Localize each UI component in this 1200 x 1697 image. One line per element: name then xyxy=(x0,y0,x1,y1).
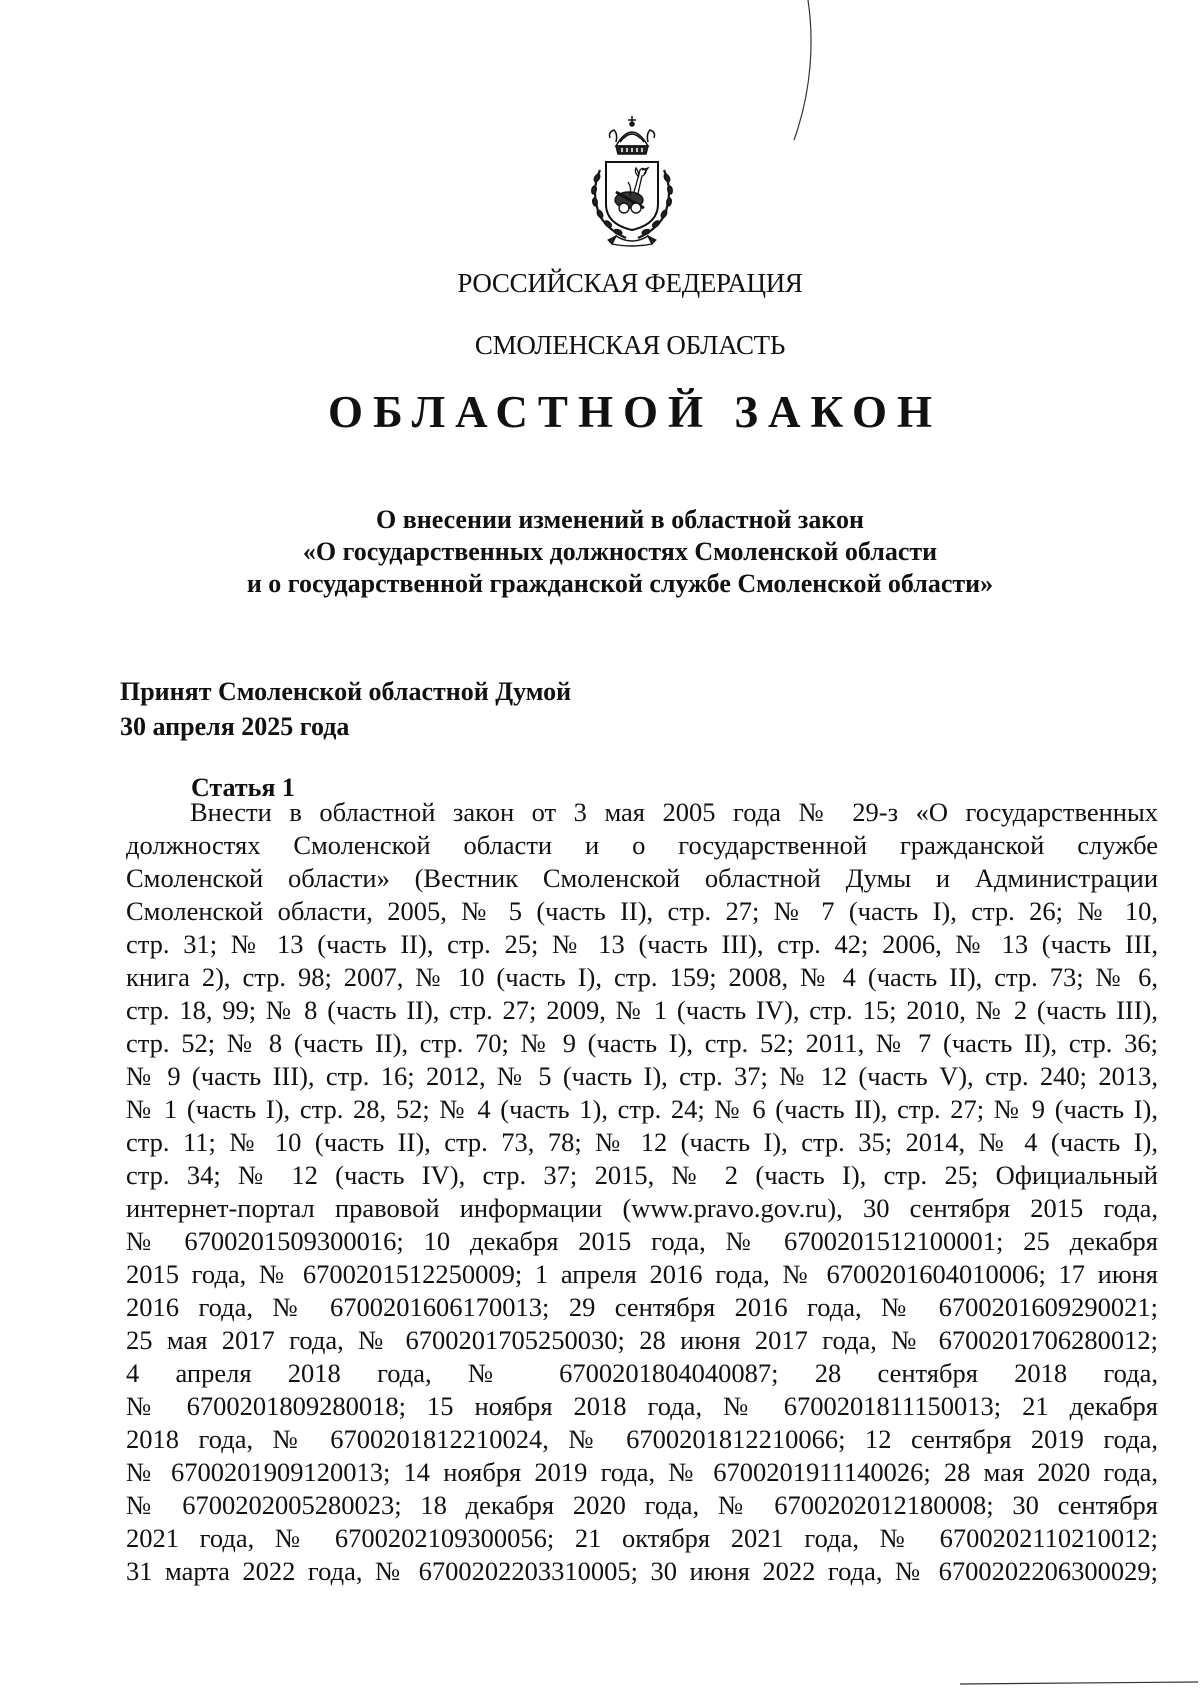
region-heading: СМОЛЕНСКАЯ ОБЛАСТЬ xyxy=(474,330,786,360)
subject-line: и о государственной гражданской службе Смоленской области» xyxy=(246,569,994,598)
article-line: Смоленской области, 2005, № 5 (часть II), стр. 27; № 7 (часть I), стр. 26; № 10, xyxy=(126,896,1158,926)
federation-heading: РОССИЙСКАЯ ФЕДЕРАЦИЯ xyxy=(457,268,803,298)
article-line: 2015 года, № 6700201512250009; 1 апреля 2016 года, № 6700201604010006; 17 июня xyxy=(126,1259,1158,1289)
adoption-date: 30 апреля 2025 года xyxy=(120,712,350,741)
subject-line: «О государственных должностях Смоленской области xyxy=(302,537,938,566)
article-line: № 1 (часть I), стр. 28, 52; № 4 (часть 1), стр. 24; № 6 (часть II), стр. 27; № 9 (часть I), xyxy=(126,1094,1158,1124)
article-line: № 6700201909120013; 14 ноября 2019 года, № 6700201911140026; 28 мая 2020 года, xyxy=(126,1457,1158,1487)
article-line: книга 2), стр. 98; 2007, № 10 (часть I), стр. 159; 2008, № 4 (часть II), стр. 73; № 6, xyxy=(126,962,1158,992)
article-line: № 6700201809280018; 15 ноября 2018 года, № 6700201811150013; 21 декабря xyxy=(126,1391,1158,1421)
article-line: стр. 18, 99; № 8 (часть II), стр. 27; 2009, № 1 (часть IV), стр. 15; 2010, № 2 (часть III), xyxy=(126,995,1158,1025)
article-line: стр. 34; № 12 (часть IV), стр. 37; 2015, № 2 (часть I), стр. 25; Официальный xyxy=(126,1160,1158,1190)
article-line: 25 мая 2017 года, № 6700201705250030; 28 июня 2017 года, № 6700201706280012; xyxy=(126,1325,1158,1355)
article-line: 2021 года, № 6700202109300056; 21 октября 2021 года, № 6700202110210012; xyxy=(126,1523,1158,1553)
article-line: 4 апреля 2018 года, № 6700201804040087; 28 сентября 2018 года, xyxy=(126,1358,1158,1388)
article-line: Внести в областной закон от 3 мая 2005 года № 29-з «О государственных xyxy=(190,797,1158,827)
article-line: стр. 31; № 13 (часть II), стр. 25; № 13 (часть III), стр. 42; 2006, № 13 (часть III, xyxy=(126,929,1158,959)
adoption-body: Принят Смоленской областной Думой xyxy=(120,677,572,706)
smolensk-coat-of-arms-icon xyxy=(572,112,692,248)
law-subject-title xyxy=(0,504,1200,600)
article-line: 31 марта 2022 года, № 6700202203310005; 30 июня 2022 года, № 6700202206300029; xyxy=(126,1556,1158,1586)
adoption-note xyxy=(120,674,571,744)
article-line: 2016 года, № 6700201606170013; 29 сентября 2016 года, № 6700201609290021; xyxy=(126,1292,1158,1322)
article-line: должностях Смоленской области и о государственной гражданской службе xyxy=(126,830,1158,860)
scan-artifact-line xyxy=(790,0,830,150)
article-line: № 6700202005280023; 18 декабря 2020 года, № 6700202012180008; 30 сентября xyxy=(126,1490,1158,1520)
scan-artifact-line xyxy=(30,1676,1200,1696)
article-line: № 6700201509300016; 10 декабря 2015 года, № 6700201512100001; 25 декабря xyxy=(126,1226,1158,1256)
article-line: Смоленской области» (Вестник Смоленской областной Думы и Администрации xyxy=(126,863,1158,893)
subject-line: О внесении изменений в областной закон xyxy=(375,505,865,534)
article-line: интернет-портал правовой информации (www.pravo.gov.ru), 30 сентября 2015 года, xyxy=(126,1193,1158,1223)
article-line: стр. 11; № 10 (часть II), стр. 73, 78; № 12 (часть I), стр. 35; 2014, № 4 (часть I), xyxy=(126,1127,1158,1157)
article-line: № 9 (часть III), стр. 16; 2012, № 5 (часть I), стр. 37; № 12 (часть V), стр. 240; 2013, xyxy=(126,1061,1158,1091)
article-body xyxy=(126,796,1158,1588)
article-line: стр. 52; № 8 (часть II), стр. 70; № 9 (часть I), стр. 52; 2011, № 7 (часть II), стр. 36; xyxy=(126,1028,1158,1058)
article-line: 2018 года, № 6700201812210024, № 6700201812210066; 12 сентября 2019 года, xyxy=(126,1424,1158,1454)
coat-of-arms-emblem xyxy=(572,112,692,248)
document-type-title: ОБЛАСТНОЙ ЗАКОН xyxy=(328,387,942,437)
article-heading: Статья 1 xyxy=(191,773,295,802)
